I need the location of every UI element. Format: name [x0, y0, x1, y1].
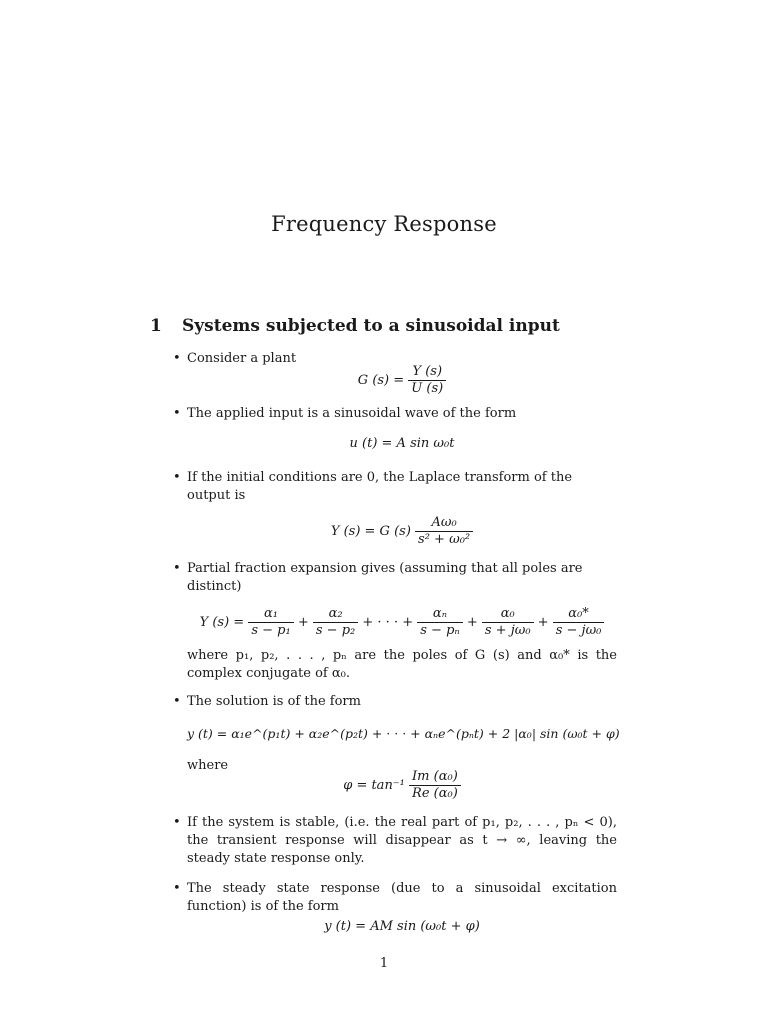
list-item — [173, 880, 617, 936]
item-text: Consider a plant — [187, 351, 297, 366]
denominator: s − jω₀ — [555, 623, 602, 638]
fraction — [553, 606, 605, 639]
bullet-icon: • — [173, 561, 181, 576]
input-equation: u (t) = A sin ω₀t — [349, 436, 455, 451]
bullet-icon: • — [173, 351, 181, 366]
list-item — [173, 814, 617, 868]
list-item — [173, 405, 617, 453]
fraction — [417, 606, 462, 639]
solution-equation: y (t) = α₁e^(p₁t) + α₂e^(p₂t) + · · · + αₙe^(pₙt) + 2 |α₀| sin (ω₀t + φ) — [187, 726, 620, 741]
plant-equation — [187, 364, 617, 397]
denominator: s² + ω₀² — [418, 532, 471, 547]
plus-sign: + — [466, 615, 478, 630]
bullet-icon: • — [173, 406, 181, 421]
bullet-icon: • — [173, 815, 181, 830]
fraction — [482, 606, 534, 639]
numerator: Im (α₀) — [409, 769, 461, 786]
list-item — [173, 350, 617, 397]
item-text: If the system is stable, (i.e. the real part of p₁, p₂, . . . , pₙ < 0), the transient response will disappear as t → ∞, leaving the steady state response only. — [187, 815, 617, 866]
list-item — [173, 469, 617, 548]
laplace-equation — [187, 515, 617, 548]
denominator: s + jω₀ — [484, 623, 531, 638]
equation-lhs: φ = tan⁻¹ — [343, 778, 405, 793]
denominator: U (s) — [411, 381, 444, 396]
ellipsis: + · · · + — [362, 615, 414, 630]
page-number: 1 — [379, 956, 389, 971]
denominator: s − p₂ — [315, 623, 356, 638]
plus-sign: + — [297, 615, 309, 630]
fraction — [415, 515, 473, 548]
section-number: 1 — [150, 316, 162, 336]
numerator: αₙ — [417, 606, 462, 623]
item-text: If the initial conditions are 0, the Laplace transform of the output is — [187, 470, 573, 503]
plus-sign: + — [537, 615, 549, 630]
fraction — [409, 769, 461, 802]
numerator: α₂ — [313, 606, 358, 623]
numerator: Y (s) — [408, 364, 446, 381]
item-text: where p₁, p₂, . . . , pₙ are the poles of G (s) and α₀* is the complex conjugate of α₀. — [187, 648, 617, 681]
denominator: Re (α₀) — [412, 786, 458, 801]
phi-equation — [187, 769, 617, 802]
partial-fraction-equation — [187, 606, 617, 639]
list-item — [173, 560, 617, 683]
numerator: α₀ — [482, 606, 534, 623]
numerator: Aω₀ — [415, 515, 473, 532]
section-heading — [150, 316, 560, 336]
where-label: where — [187, 758, 229, 773]
item-text: The solution is of the form — [187, 694, 361, 709]
fraction — [248, 606, 293, 639]
bullet-icon: • — [173, 881, 181, 896]
bullet-icon: • — [173, 470, 181, 485]
numerator: α₁ — [248, 606, 293, 623]
fraction — [313, 606, 358, 639]
bullet-list — [173, 350, 620, 942]
fraction — [408, 364, 446, 397]
item-text: Partial fraction expansion gives (assuming that all poles are distinct) — [187, 561, 583, 594]
numerator: α₀* — [553, 606, 605, 623]
equation-lhs: G (s) = — [357, 373, 405, 388]
steady-state-equation: y (t) = AM sin (ω₀t + φ) — [324, 919, 480, 934]
list-item — [173, 693, 620, 802]
item-text: The steady state response (due to a sinusoidal excitation function) is of the form — [187, 881, 617, 914]
section-title: Systems subjected to a sinusoidal input — [182, 316, 560, 336]
item-text: The applied input is a sinusoidal wave of the form — [187, 406, 517, 421]
equation-lhs: Y (s) = G (s) — [330, 524, 411, 539]
bullet-icon: • — [173, 694, 181, 709]
denominator: s − pₙ — [420, 623, 460, 638]
denominator: s − p₁ — [251, 623, 291, 638]
document-title: Frequency Response — [271, 212, 497, 236]
equation-lhs: Y (s) = — [199, 615, 245, 630]
